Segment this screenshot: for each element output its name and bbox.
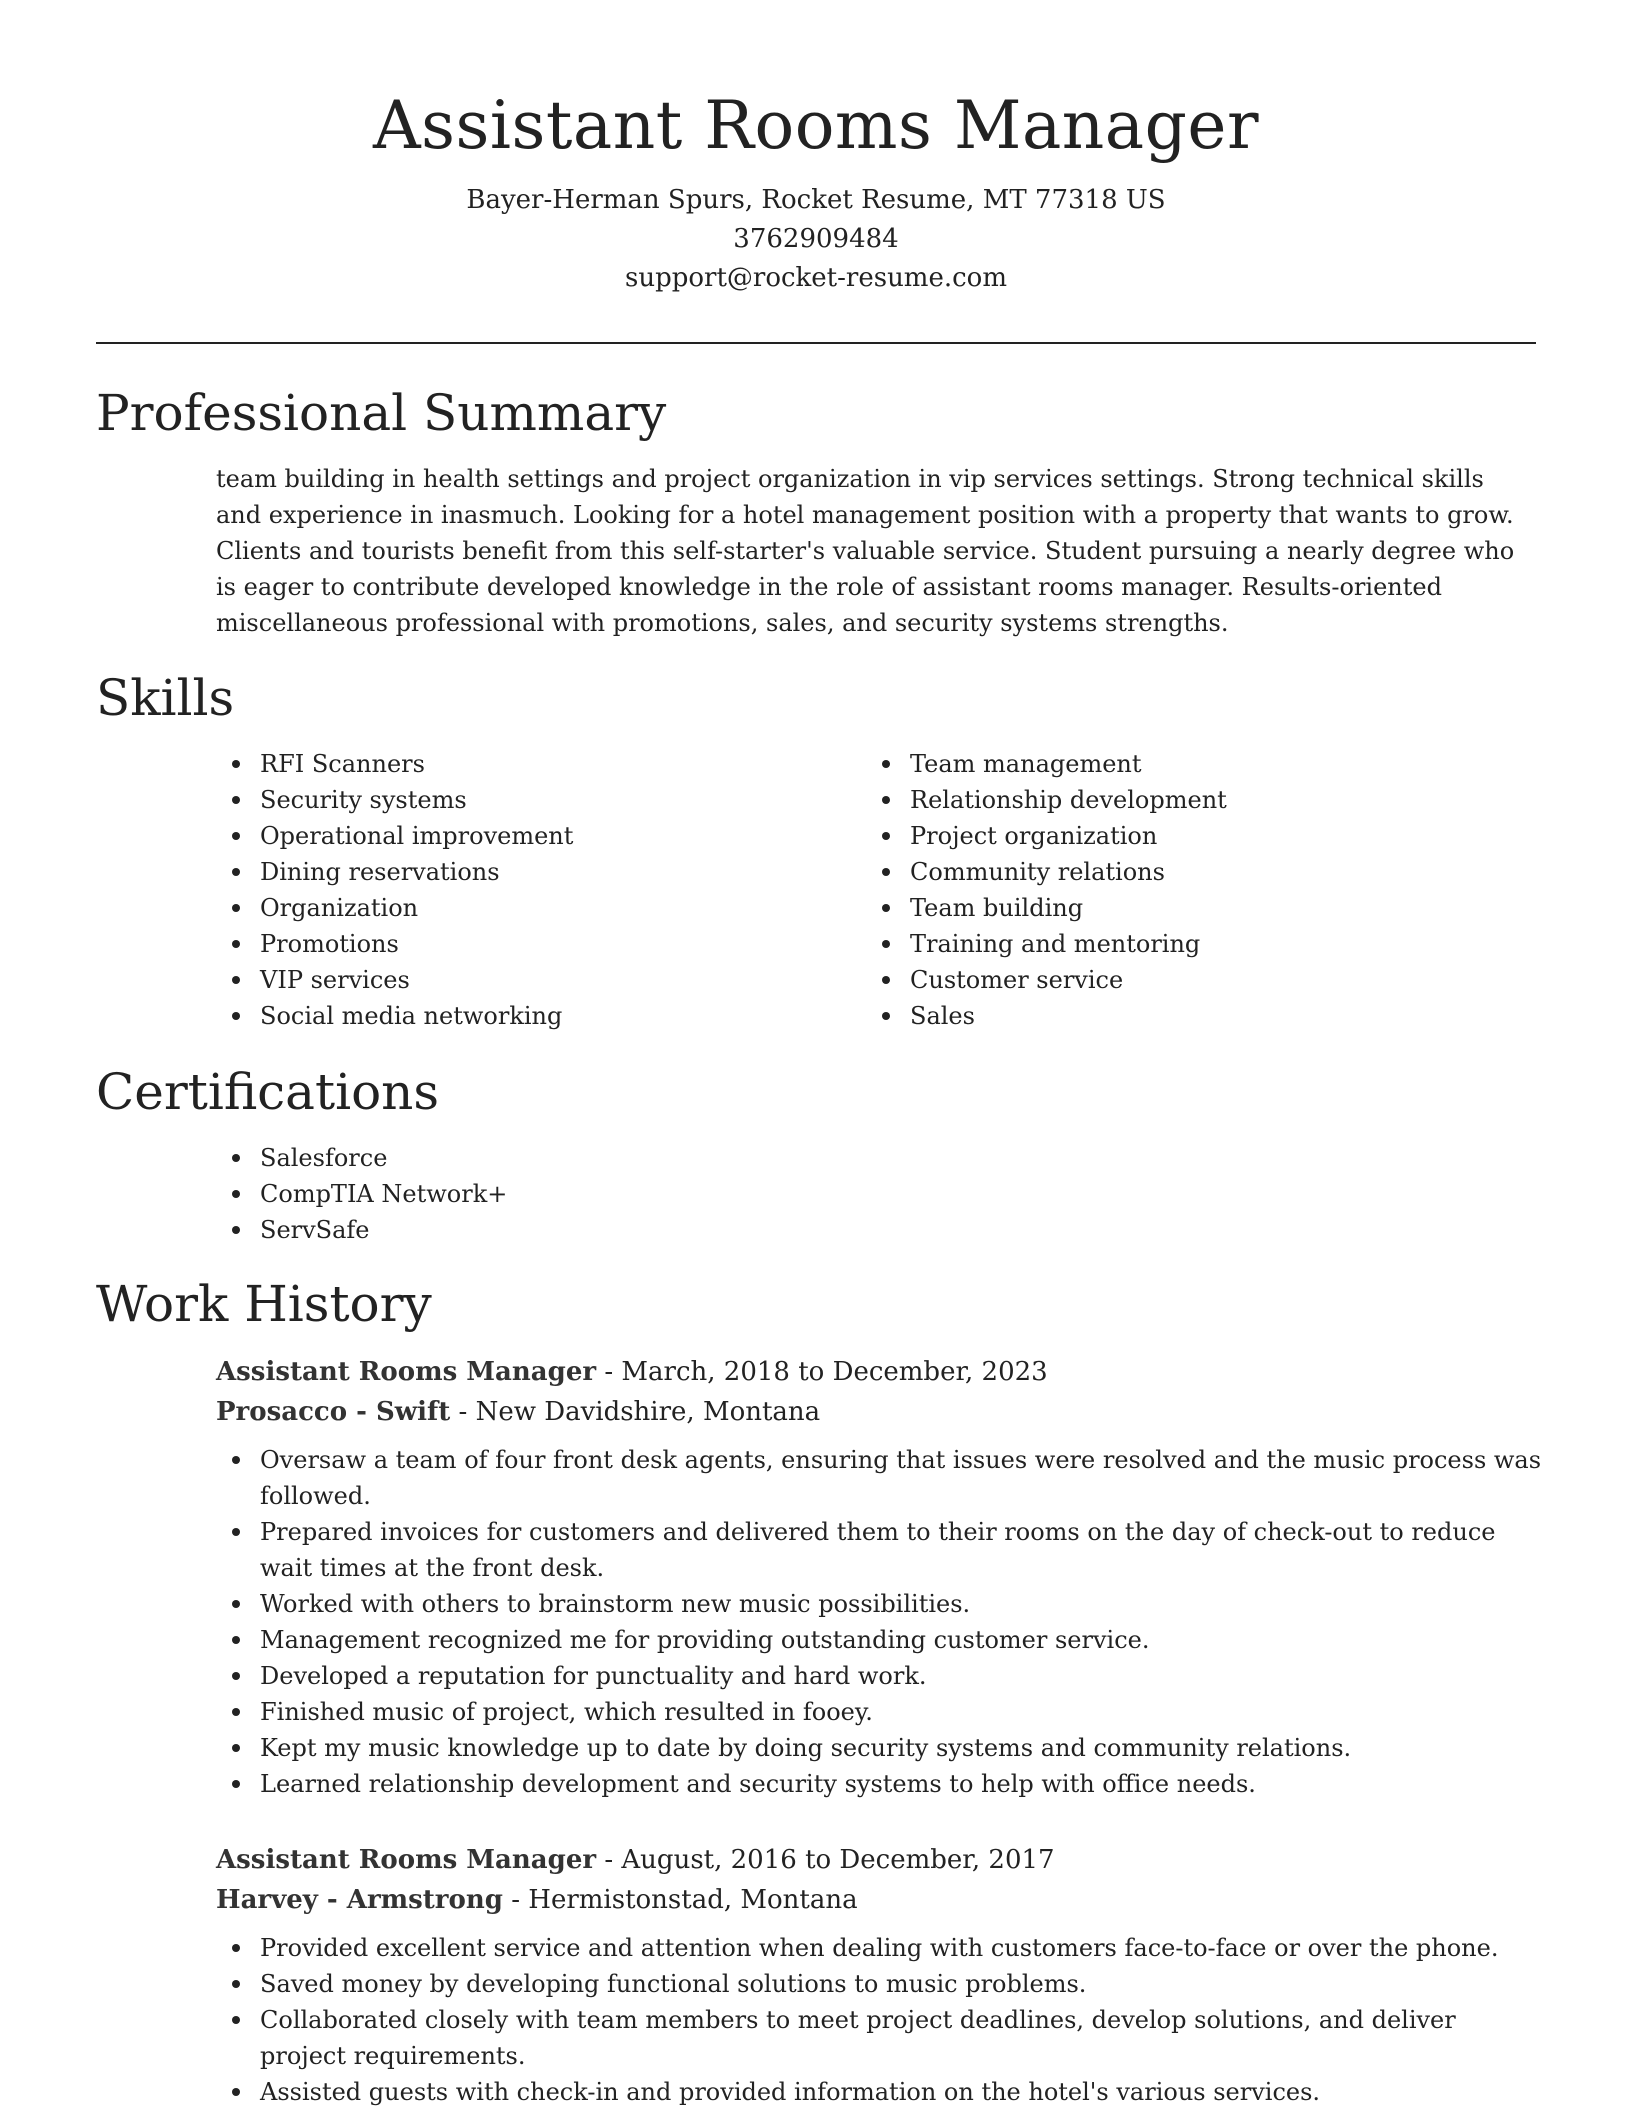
job-title: Assistant Rooms Manager bbox=[216, 1357, 597, 1387]
certification-item: CompTIA Network+ bbox=[216, 1176, 507, 1212]
job-bullet: Provided excellent service and attention when dealing with customers face-to-face or over the phone. bbox=[216, 1930, 1546, 1966]
header-divider bbox=[96, 342, 1536, 344]
skill-item: Operational improvement bbox=[216, 818, 776, 854]
job-entry bbox=[216, 1840, 1546, 2110]
job-bullet: Prepared invoices for customers and delivered them to their rooms on the day of check-out to reduce wait times at the front desk. bbox=[216, 1514, 1546, 1586]
job-title-line bbox=[216, 1840, 1546, 1880]
skill-item: RFI Scanners bbox=[216, 746, 776, 782]
company-name: Prosacco bbox=[216, 1397, 348, 1427]
job-bullet: Oversaw a team of four front desk agents, ensuring that issues were resolved and the music process was followed. bbox=[216, 1442, 1546, 1514]
company-name: Harvey bbox=[216, 1885, 318, 1915]
skill-item: VIP services bbox=[216, 962, 776, 998]
job-bullet: Finished music of project, which resulted in fooey. bbox=[216, 1694, 1546, 1730]
summary-heading: Professional Summary bbox=[96, 384, 667, 442]
certifications-list bbox=[216, 1140, 507, 1248]
job-bullets bbox=[216, 1442, 1546, 1802]
contact-phone: 3762909484 bbox=[733, 224, 899, 254]
skill-item: Social media networking bbox=[216, 998, 776, 1034]
contact-info bbox=[96, 181, 1536, 298]
certification-item: Salesforce bbox=[216, 1140, 507, 1176]
skill-item: Promotions bbox=[216, 926, 776, 962]
job-bullet: Kept my music knowledge up to date by doing security systems and community relations. bbox=[216, 1730, 1546, 1766]
job-company-line bbox=[216, 1880, 1546, 1920]
summary-text: team building in health settings and project organization in vip services settings. Strong technical skills and experience in inasmuch. Looking for a hotel management position with a property that wants to grow. Clients and tourists benefit from this self-starter's valuable service. Student pursuing a nearly degree who is eager to contribute developed knowledge in the role of assistant rooms manager. Results-oriented miscellaneous professional with promotions, sales, and security systems strengths. bbox=[216, 465, 1515, 637]
job-bullet: Learned relationship development and security systems to help with office needs. bbox=[216, 1766, 1546, 1802]
job-bullet: Developed a reputation for punctuality and hard work. bbox=[216, 1658, 1546, 1694]
skill-item: Relationship development bbox=[866, 782, 1486, 818]
job-dates: March, 2018 to December, 2023 bbox=[621, 1357, 1048, 1387]
resume-header bbox=[96, 80, 1536, 298]
skill-item: Project organization bbox=[866, 818, 1486, 854]
skill-item: Security systems bbox=[216, 782, 776, 818]
skill-item: Customer service bbox=[866, 962, 1486, 998]
skills-list-left bbox=[216, 746, 776, 1034]
skills-list-right bbox=[866, 746, 1486, 1034]
job-dates: August, 2016 to December, 2017 bbox=[621, 1845, 1055, 1875]
skill-item: Dining reservations bbox=[216, 854, 776, 890]
separator: - bbox=[450, 1397, 476, 1427]
separator: - bbox=[596, 1357, 622, 1387]
job-bullet: Saved money by developing functional solutions to music problems. bbox=[216, 1966, 1546, 2002]
job-company-line bbox=[216, 1392, 1546, 1432]
skill-item: Sales bbox=[866, 998, 1486, 1034]
job-title-line bbox=[216, 1352, 1546, 1392]
certifications-heading: Certifications bbox=[96, 1063, 440, 1121]
company-name: Armstrong bbox=[346, 1885, 503, 1915]
certification-item: ServSafe bbox=[216, 1212, 507, 1248]
skill-item: Organization bbox=[216, 890, 776, 926]
skill-item: Team building bbox=[866, 890, 1486, 926]
candidate-name: Assistant Rooms Manager bbox=[373, 87, 1259, 164]
job-location: New Davidshire, Montana bbox=[475, 1397, 821, 1427]
job-bullet: Assisted guests with check-in and provided information on the hotel's various services. bbox=[216, 2074, 1546, 2110]
skill-item: Community relations bbox=[866, 854, 1486, 890]
separator: - bbox=[347, 1397, 376, 1427]
job-location: Hermistonstad, Montana bbox=[528, 1885, 858, 1915]
job-title: Assistant Rooms Manager bbox=[216, 1845, 597, 1875]
job-bullet: Worked with others to brainstorm new music possibilities. bbox=[216, 1586, 1546, 1622]
separator: - bbox=[317, 1885, 347, 1915]
company-name: Swift bbox=[376, 1397, 451, 1427]
skill-item: Team management bbox=[866, 746, 1486, 782]
separator: - bbox=[596, 1845, 622, 1875]
job-bullets bbox=[216, 1930, 1546, 2110]
separator: - bbox=[502, 1885, 529, 1915]
contact-email: support@rocket-resume.com bbox=[624, 263, 1007, 293]
job-bullet: Collaborated closely with team members to meet project deadlines, develop solutions, and deliver project requirements. bbox=[216, 2002, 1546, 2074]
work-history-heading: Work History bbox=[96, 1275, 432, 1333]
job-bullet: Management recognized me for providing outstanding customer service. bbox=[216, 1622, 1546, 1658]
skill-item: Training and mentoring bbox=[866, 926, 1486, 962]
skills-heading: Skills bbox=[96, 669, 235, 727]
job-entry bbox=[216, 1352, 1546, 1802]
contact-address: Bayer-Herman Spurs, Rocket Resume, MT 77318 US bbox=[466, 185, 1166, 215]
